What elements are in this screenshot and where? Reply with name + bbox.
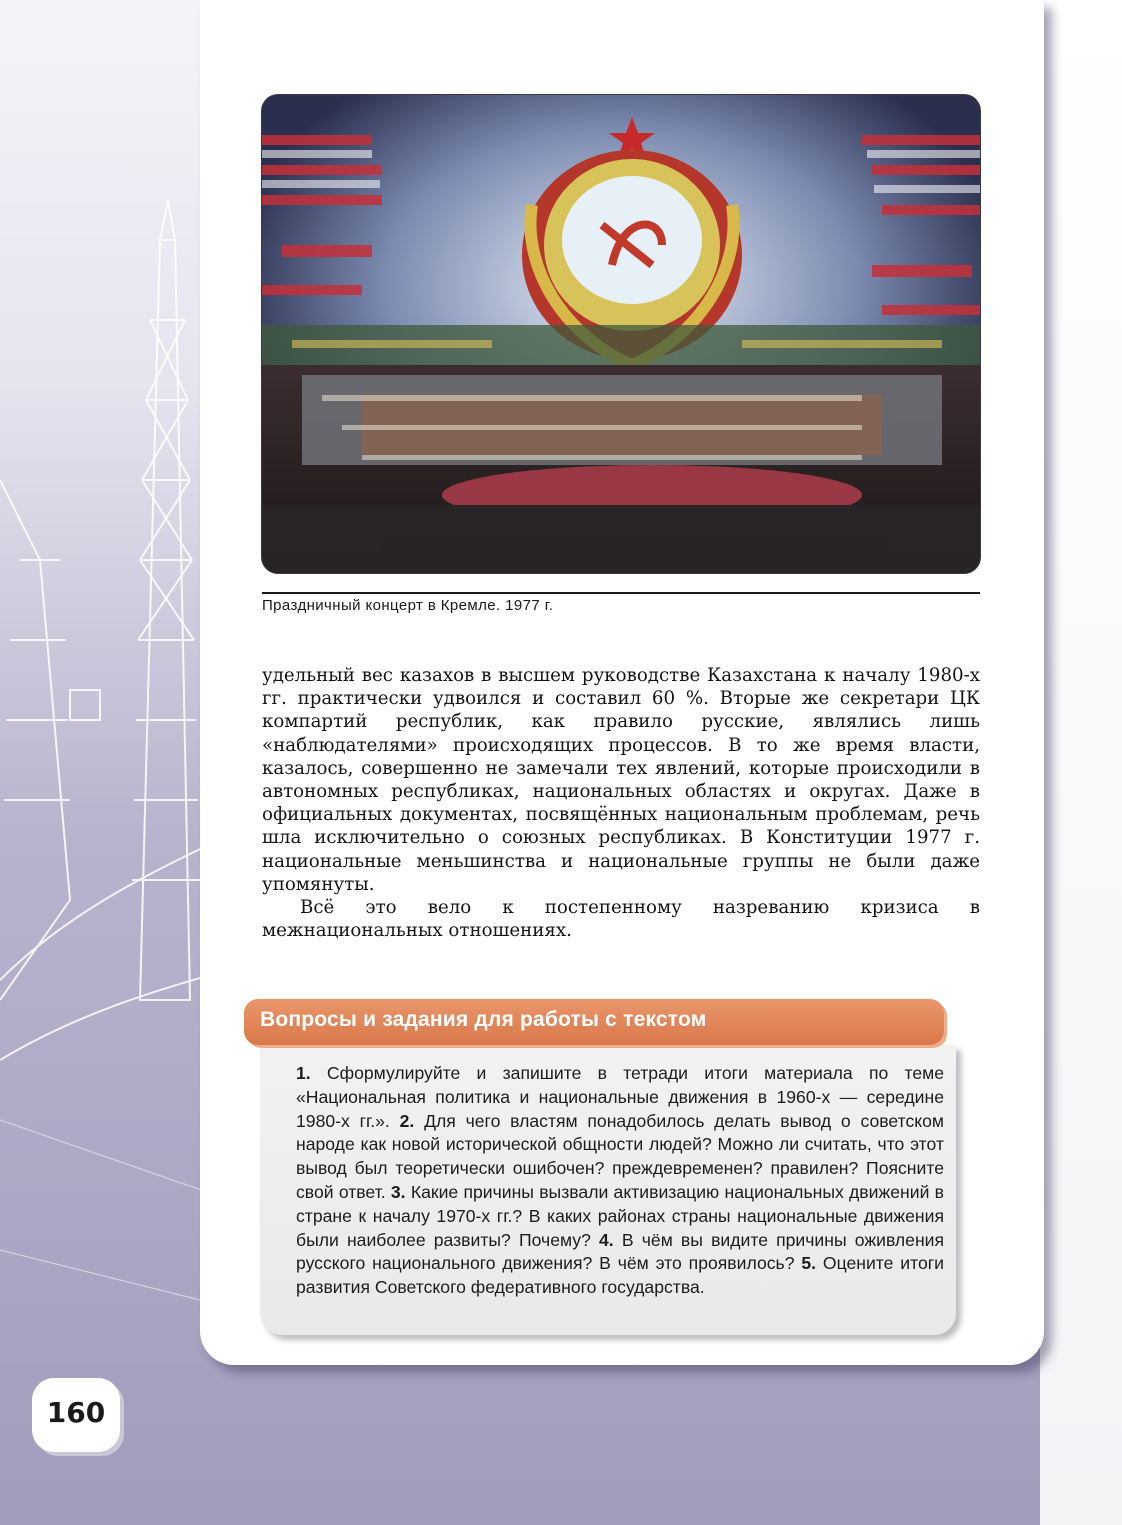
question-text-3: Какие причины вызвали активизацию национальных движений в стране к началу 1970-х гг.? В каких районах страны национальные движения были наиболее развиты? Почему? bbox=[296, 1181, 945, 1250]
question-number-2: 2. bbox=[399, 1110, 415, 1131]
photo-image bbox=[262, 95, 980, 573]
question-number-3: 3. bbox=[390, 1181, 406, 1202]
questions-header bbox=[244, 999, 944, 1045]
question-number-4: 4. bbox=[599, 1229, 614, 1250]
caption-divider bbox=[262, 592, 980, 594]
question-number-1: 1. bbox=[296, 1063, 311, 1083]
question-text-1: Сформулируйте и запишите в тетради итоги материала по теме «Национальная политика и национальные движения в 1960-х — середине 1980-х гг.». bbox=[296, 1063, 945, 1131]
kremlin-concert-photo bbox=[262, 95, 980, 573]
page-number: 160 bbox=[46, 1396, 106, 1429]
body-text bbox=[262, 664, 980, 942]
question-text-4: В чём вы видите причины оживления русского национального движения? В чём это проявилось? bbox=[296, 1229, 945, 1274]
body-paragraph-2: Всё это вело к постепенному назреванию кризиса в межнациональных отношениях. bbox=[262, 897, 980, 942]
photo-caption: Праздничный концерт в Кремле. 1977 г. bbox=[262, 597, 554, 614]
questions-title: Вопросы и задания для работы с текстом bbox=[260, 1008, 707, 1031]
questions-text bbox=[296, 1062, 944, 1300]
page-number-badge bbox=[32, 1378, 120, 1452]
right-margin-band bbox=[1040, 0, 1122, 1525]
body-paragraph-1: удельный вес казахов в высшем руководстве Казахстана к началу 1980-х гг. практически удвоился и составил 60 %. Вторые же секретари ЦК компартий республик, как правило русские, являлись лишь «наблюдателями» происходящих процессов. В то же время власти, казалось, совершенно не замечали тех явлений, которые происходили в автономных республиках, национальных областях и округах. Даже в официальных документах, посвящённых национальным проблемам, речь шла исключительно о союзных республиках. В Конституции 1977 г. национальные меньшинства и национальные группы не были даже упомянуты. bbox=[262, 665, 980, 895]
question-number-5: 5. bbox=[801, 1253, 817, 1274]
question-text-2: Для чего властям понадобилось делать вывод о советском народе как новой исторической общности людей? Можно ли считать, что этот вывод был теоретически ошибочен? преждевременен? правилен? Поясните свой ответ. bbox=[296, 1110, 945, 1202]
question-text-5: Оцените итоги развития Советского федеративного государства. bbox=[296, 1253, 944, 1298]
